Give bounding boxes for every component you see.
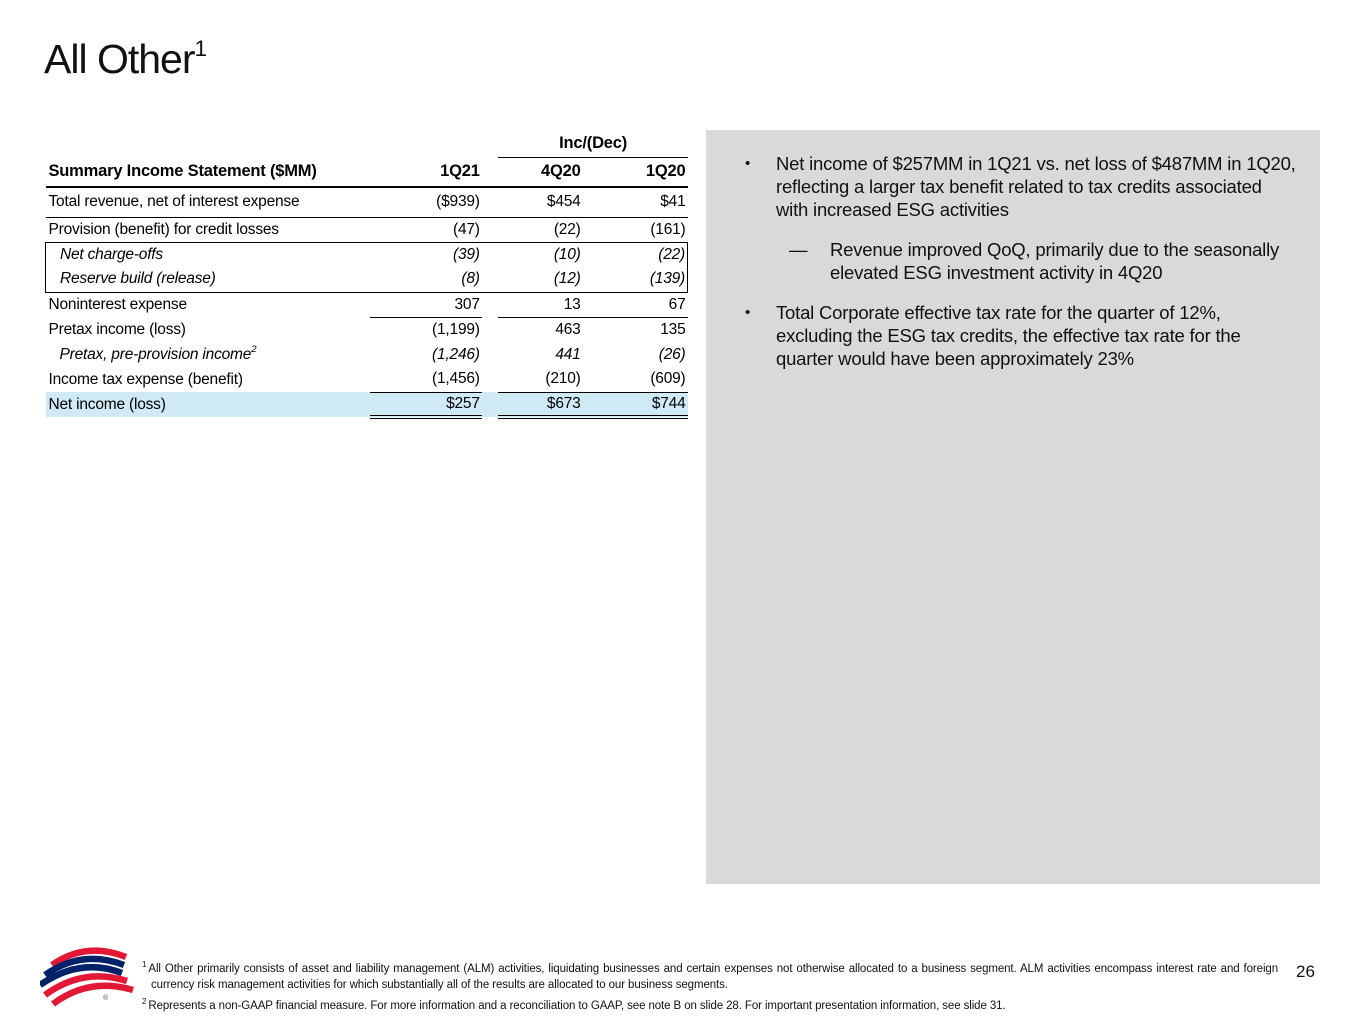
spacer-cell [46,130,370,157]
bullet-icon: • [745,155,751,172]
cell-value: (47) [452,220,480,238]
spacer-cell [482,217,498,242]
cell-value: (139) [583,267,688,292]
footnote-2 [142,994,1278,1014]
spacer-cell [482,392,498,417]
cell-value: (161) [650,220,686,238]
cell-value: (22) [583,242,688,267]
row-label: Net charge-offs [46,242,370,267]
cell-value: $744 [583,392,688,417]
flag-icon [40,944,140,1010]
cell-value: $41 [583,187,688,217]
table-row [46,342,688,367]
spacer-cell [482,242,498,267]
row-label: Net income (loss) [46,392,370,417]
sub-bullet-text: Revenue improved QoQ, primarily due to the seasonally elevated ESG investment activity in 4Q20 [830,239,1280,283]
footnote-text: Represents a non-GAAP financial measure. For more information and a reconciliation to GAAP, see note B on slide 28. For important presentation information, see slide 31. [148,999,1006,1012]
cell-value: 307 [370,292,482,317]
table-row-net-income [46,392,688,417]
registered-trademark: ® [103,995,109,1002]
footnotes [142,957,1278,1014]
footnote-marker: 1 [142,960,147,969]
row-footnote-marker: 2 [251,343,257,355]
cell-value: (609) [583,367,688,392]
row-label: Pretax income (loss) [48,320,186,338]
bullet-item [745,301,1298,370]
cell-value: (10) [498,242,583,267]
page-title-text: All Other [44,36,195,82]
bank-of-america-logo [40,944,140,1010]
column-header-1q20: 1Q20 [583,157,688,187]
spacer-cell [482,342,498,367]
bullet-item [745,152,1298,221]
footnote-1 [142,957,1278,994]
page-number: 26 [1296,962,1315,981]
row-label-text: Pretax, pre-provision income [59,346,252,364]
cell-value: $257 [370,392,482,417]
bullet-icon: • [745,304,751,321]
row-label: Noninterest expense [48,295,187,313]
cell-value: (1,456) [370,367,482,392]
cell-value: (1,246) [432,345,480,363]
summary-income-statement-table [45,130,688,419]
cell-value: 135 [660,320,686,338]
sub-bullet-item [789,238,1298,284]
inc-dec-group-header: Inc/(Dec) [498,130,688,157]
table-group-header-row [46,130,688,157]
page-title [44,36,206,83]
cell-value: (39) [370,242,482,267]
table-row-boxed [46,242,688,267]
footnote-text: All Other primarily consists of asset and liability management (ALM) activities, liquidating businesses and certain expenses not otherwise allocated to a business segment. ALM activities encompass interest rate and foreign currency risk management activities for which substantially all of the results are allocated to our business segments. [148,962,1278,992]
spacer-cell [482,130,498,157]
cell-value: (210) [498,367,583,392]
bullet-text: Total Corporate effective tax rate for the quarter of 12%, excluding the ESG tax credits, the effective tax rate for the quarter would have been approximately 23% [776,302,1241,369]
table-row [46,187,688,217]
cell-value: (1,199) [432,320,480,338]
table-row [46,217,688,242]
row-label [46,342,370,367]
cell-value: (26) [658,345,686,363]
table-header-row [46,157,688,187]
row-label: Reserve build (release) [46,267,370,292]
column-header-1q21: 1Q21 [370,157,482,187]
table-row [46,317,688,342]
spacer-cell [482,292,498,317]
row-label: Income tax expense (benefit) [48,370,243,388]
dash-icon: — [789,239,808,260]
cell-value: 13 [498,292,583,317]
column-header-label: Summary Income Statement ($MM) [46,157,370,187]
spacer-cell [482,267,498,292]
cell-value: $673 [498,392,583,417]
cell-value: 441 [555,345,581,363]
cell-value: (22) [553,220,581,238]
spacer-cell [482,367,498,392]
cell-value: 67 [583,292,688,317]
table-row [46,292,688,317]
cell-value: (12) [498,267,583,292]
spacer-cell [482,157,498,187]
spacer-cell [370,130,482,157]
page-title-footnote-marker: 1 [194,36,207,62]
spacer-cell [482,187,498,217]
table-row-boxed [46,267,688,292]
row-label: Provision (benefit) for credit losses [48,220,279,238]
row-label: Total revenue, net of interest expense [46,187,370,217]
cell-value: $454 [498,187,583,217]
spacer-cell [482,317,498,342]
cell-value: 463 [555,320,581,338]
table-row [46,367,688,392]
cell-value: ($939) [370,187,482,217]
highlights-panel [706,130,1320,884]
cell-value: (8) [370,267,482,292]
bullet-text: Net income of $257MM in 1Q21 vs. net loss of $487MM in 1Q20, reflecting a larger tax benefit related to tax credits associated with increased ESG activities [776,153,1296,220]
column-header-4q20: 4Q20 [498,157,583,187]
footnote-marker: 2 [142,996,147,1006]
